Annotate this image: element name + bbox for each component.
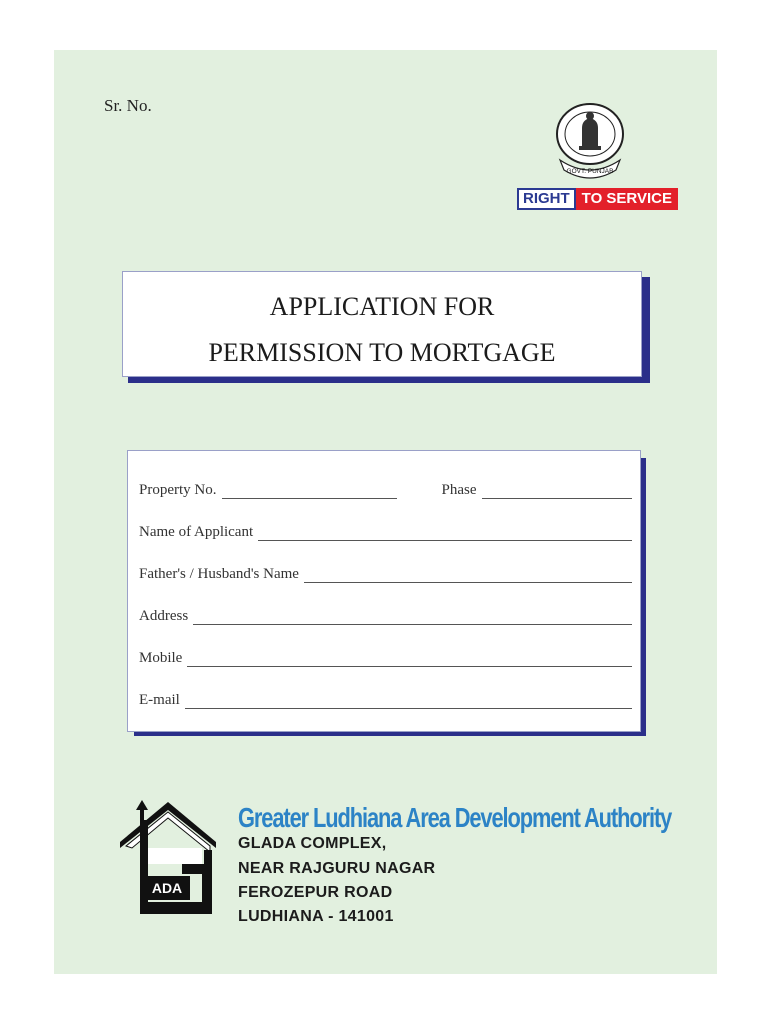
- document-page: [54, 50, 717, 974]
- rts-right-label: RIGHT: [517, 188, 576, 210]
- address-line-1: GLADA COMPLEX,: [238, 835, 387, 852]
- address-line-3: FEROZEPUR ROAD: [238, 884, 393, 901]
- mobile-row: [139, 647, 632, 667]
- title-line-1: APPLICATION FOR: [269, 292, 495, 321]
- mobile-label: Mobile: [139, 650, 183, 666]
- address-field[interactable]: [193, 610, 632, 625]
- address-label: Address: [139, 608, 189, 624]
- title-box: [122, 271, 642, 377]
- property-no-field[interactable]: [222, 484, 397, 499]
- svg-text:GOVT. PUNJAB: GOVT. PUNJAB: [566, 168, 614, 175]
- applicant-form: [127, 450, 641, 732]
- svg-text:ADA: ADA: [151, 880, 183, 896]
- email-field[interactable]: [185, 694, 632, 709]
- address-row: [139, 605, 632, 625]
- father-husband-name-label: Father's / Husband's Name: [139, 566, 299, 582]
- authority-name: Greater Ludhiana Area Development Authority: [238, 802, 672, 833]
- father-husband-name-field[interactable]: [304, 568, 632, 583]
- applicant-name-label: Name of Applicant: [139, 524, 254, 540]
- father-husband-row: [139, 563, 632, 583]
- applicant-row: [139, 521, 632, 541]
- address-line-2: NEAR RAJGURU NAGAR: [238, 860, 436, 877]
- email-label: E-mail: [139, 692, 180, 708]
- phase-field[interactable]: [482, 484, 633, 499]
- title-line-2: PERMISSION TO MORTGAGE: [208, 338, 556, 367]
- right-to-service-badge: [517, 188, 678, 210]
- ada-house-logo-icon: [112, 798, 224, 926]
- rts-service-label: TO SERVICE: [576, 188, 678, 210]
- punjab-emblem-icon: [552, 102, 628, 182]
- phase-label: Phase: [441, 482, 477, 498]
- email-row: [139, 689, 632, 709]
- address-line-4: LUDHIANA - 141001: [238, 908, 394, 925]
- property-phase-row: [139, 479, 632, 499]
- serial-number-label: Sr. No.: [104, 96, 152, 115]
- property-no-label: Property No.: [139, 482, 217, 498]
- mobile-field[interactable]: [187, 652, 632, 667]
- applicant-name-field[interactable]: [258, 526, 632, 541]
